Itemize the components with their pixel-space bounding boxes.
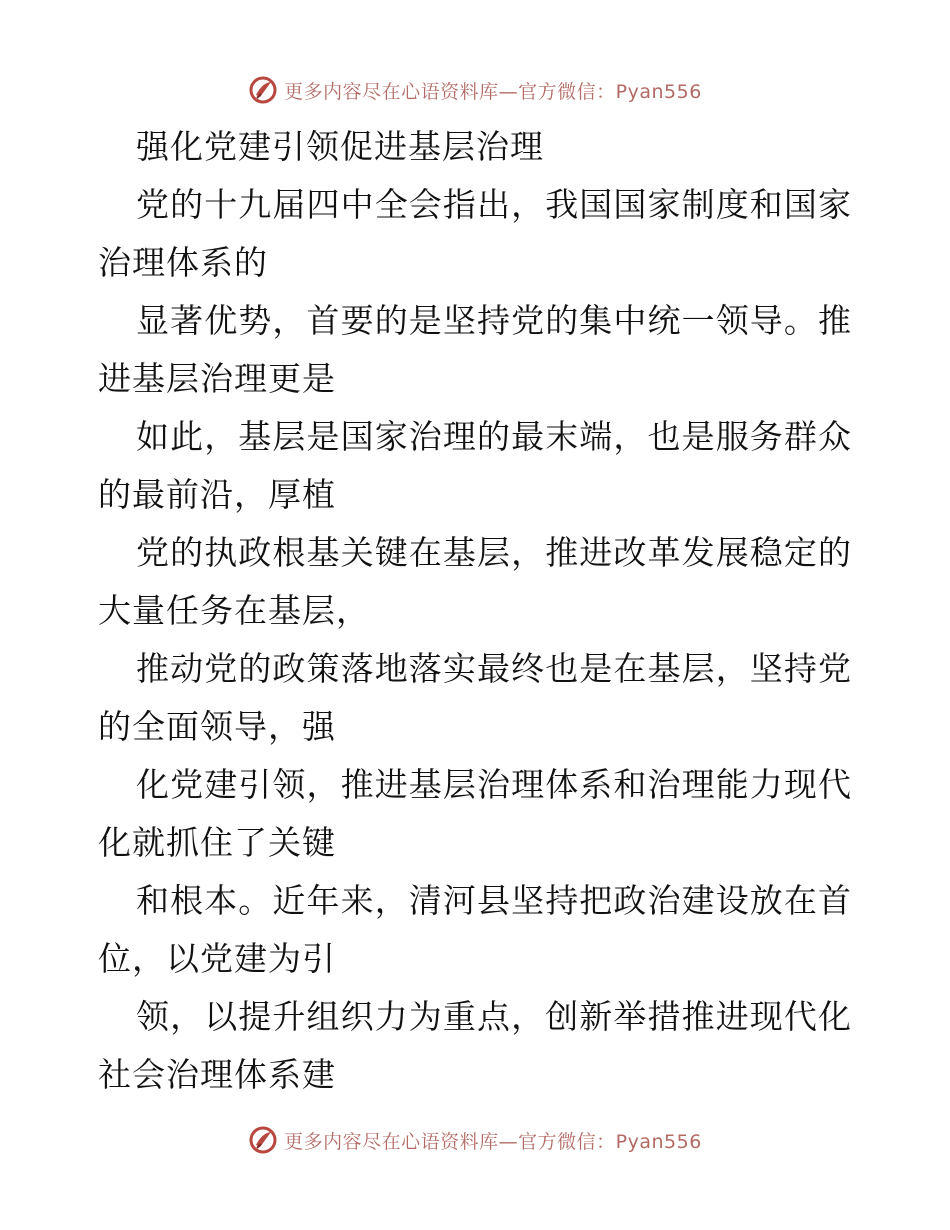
paragraph-line: 的最前沿，厚植 (98, 475, 336, 514)
header-watermark-banner (0, 70, 950, 110)
paragraph-line: 化就抓住了关键 (98, 823, 336, 862)
document-body (98, 118, 852, 1104)
paragraph-line: 治理体系的 (98, 243, 268, 282)
footer-watermark-banner (0, 1120, 950, 1160)
paragraph-line: 位，以党建为引 (98, 939, 336, 978)
pen-swirl-logo-icon (248, 1125, 278, 1155)
paragraph-line: 的全面领导，强 (98, 707, 336, 746)
paragraph-line: 党的执政根基关键在基层，推进改革发展稳定的 (136, 533, 852, 572)
paragraph-line: 领，以提升组织力为重点，创新举措推进现代化 (136, 997, 852, 1036)
paragraph-line: 大量任务在基层， (98, 591, 370, 630)
paragraph-line: 显著优势，首要的是坚持党的集中统一领导。推 (136, 301, 852, 340)
paragraph-line: 进基层治理更是 (98, 359, 336, 398)
paragraph-line: 化党建引领，推进基层治理体系和治理能力现代 (136, 765, 852, 804)
footer-watermark-text: 更多内容尽在心语资料库—官方微信：Pyan556 (284, 1130, 702, 1153)
paragraph-line: 社会治理体系建 (98, 1055, 336, 1094)
paragraph-line: 和根本。近年来，清河县坚持把政治建设放在首 (136, 881, 852, 920)
paragraph-line: 如此，基层是国家治理的最末端，也是服务群众 (136, 417, 852, 456)
paragraph-line: 推动党的政策落地落实最终也是在基层，坚持党 (136, 649, 852, 688)
pen-swirl-logo-icon (248, 75, 278, 105)
header-watermark-text: 更多内容尽在心语资料库—官方微信：Pyan556 (284, 80, 702, 103)
document-title: 强化党建引领促进基层治理 (136, 127, 544, 166)
paragraph-line: 党的十九届四中全会指出，我国国家制度和国家 (136, 185, 852, 224)
